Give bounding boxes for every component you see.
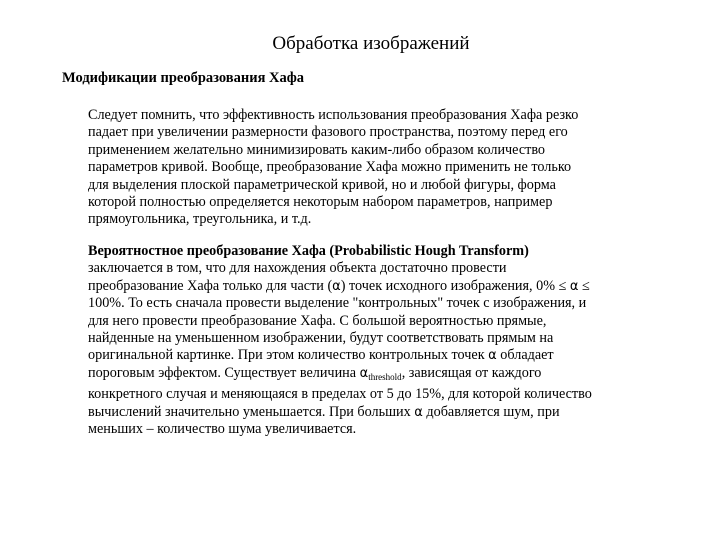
alpha-symbol: α xyxy=(332,278,341,294)
text-run: ≤ xyxy=(578,277,590,294)
text-run: добавляется шум, при xyxy=(422,403,560,420)
paragraph-2-line: меньших – количество шума увеличивается. xyxy=(88,421,357,438)
section-subtitle: Модификации преобразования Хафа xyxy=(62,70,305,86)
alpha-symbol: α xyxy=(488,348,497,364)
paragraph-1-line: Следует помнить, что эффективность использования преобразования Хафа резко xyxy=(88,107,579,123)
paragraph-1-line: падает при увеличении размерности фазового пространства, поэтому перед его xyxy=(88,124,568,141)
paragraph-1-line: которой полностью определяется некоторым набором параметров, например xyxy=(88,194,553,211)
paragraph-1-line: параметров кривой. Вообще, преобразование Хафа можно применить не только xyxy=(88,159,572,176)
text-run: ) точек исходного изображения, 0% ≤ xyxy=(340,277,570,294)
text-run: преобразование Хафа только для части ( xyxy=(88,277,333,294)
paragraph-2-heading: Вероятностное преобразование Хафа (Probabilistic Hough Transform) xyxy=(88,243,529,259)
paragraph-2-line xyxy=(88,404,688,421)
paragraph-2-line xyxy=(88,278,688,295)
slide-title: Обработка изображений xyxy=(272,33,470,54)
paragraph-1-line: применением желательно минимизировать каким-либо образом количество xyxy=(88,141,546,158)
text-run: пороговым эффектом. Существует величина xyxy=(88,364,360,381)
text-run: оригинальной картинке. При этом количество контрольных точек xyxy=(88,347,489,364)
text-run: , зависящая от каждого xyxy=(401,364,542,381)
text-run: обладает xyxy=(496,347,554,364)
threshold-subscript: threshold xyxy=(368,371,402,382)
paragraph-1-line: для выделения плоской параметрической кривой, но и любой фигуры, форма xyxy=(88,176,556,193)
alpha-symbol: α xyxy=(359,365,369,381)
alpha-symbol: α xyxy=(569,278,579,294)
paragraph-2 xyxy=(88,243,688,438)
paragraph-1 xyxy=(88,107,688,229)
paragraph-2-line xyxy=(88,365,688,386)
paragraph-2-line: конкретного случая и меняющаяся в пределах от 5 до 15%, для которой количество xyxy=(88,386,592,403)
paragraph-2-line xyxy=(88,347,688,364)
paragraph-1-line: прямоугольника, треугольника, и т.д. xyxy=(88,211,312,228)
alpha-symbol: α xyxy=(414,404,423,420)
paragraph-2-line: 100%. То есть сначала провести выделение "контрольных" точек с изображения, и xyxy=(88,295,587,312)
text-run: вычислений значительно уменьшается. При больших xyxy=(88,403,415,420)
paragraph-2-line: найденные на уменьшенном изображении, будут соответствовать прямым на xyxy=(88,330,554,347)
paragraph-2-line: заключается в том, что для нахождения объекта достаточно провести xyxy=(88,260,507,277)
paragraph-2-line: для него провести преобразование Хафа. С большой вероятностью прямые, xyxy=(88,312,547,329)
